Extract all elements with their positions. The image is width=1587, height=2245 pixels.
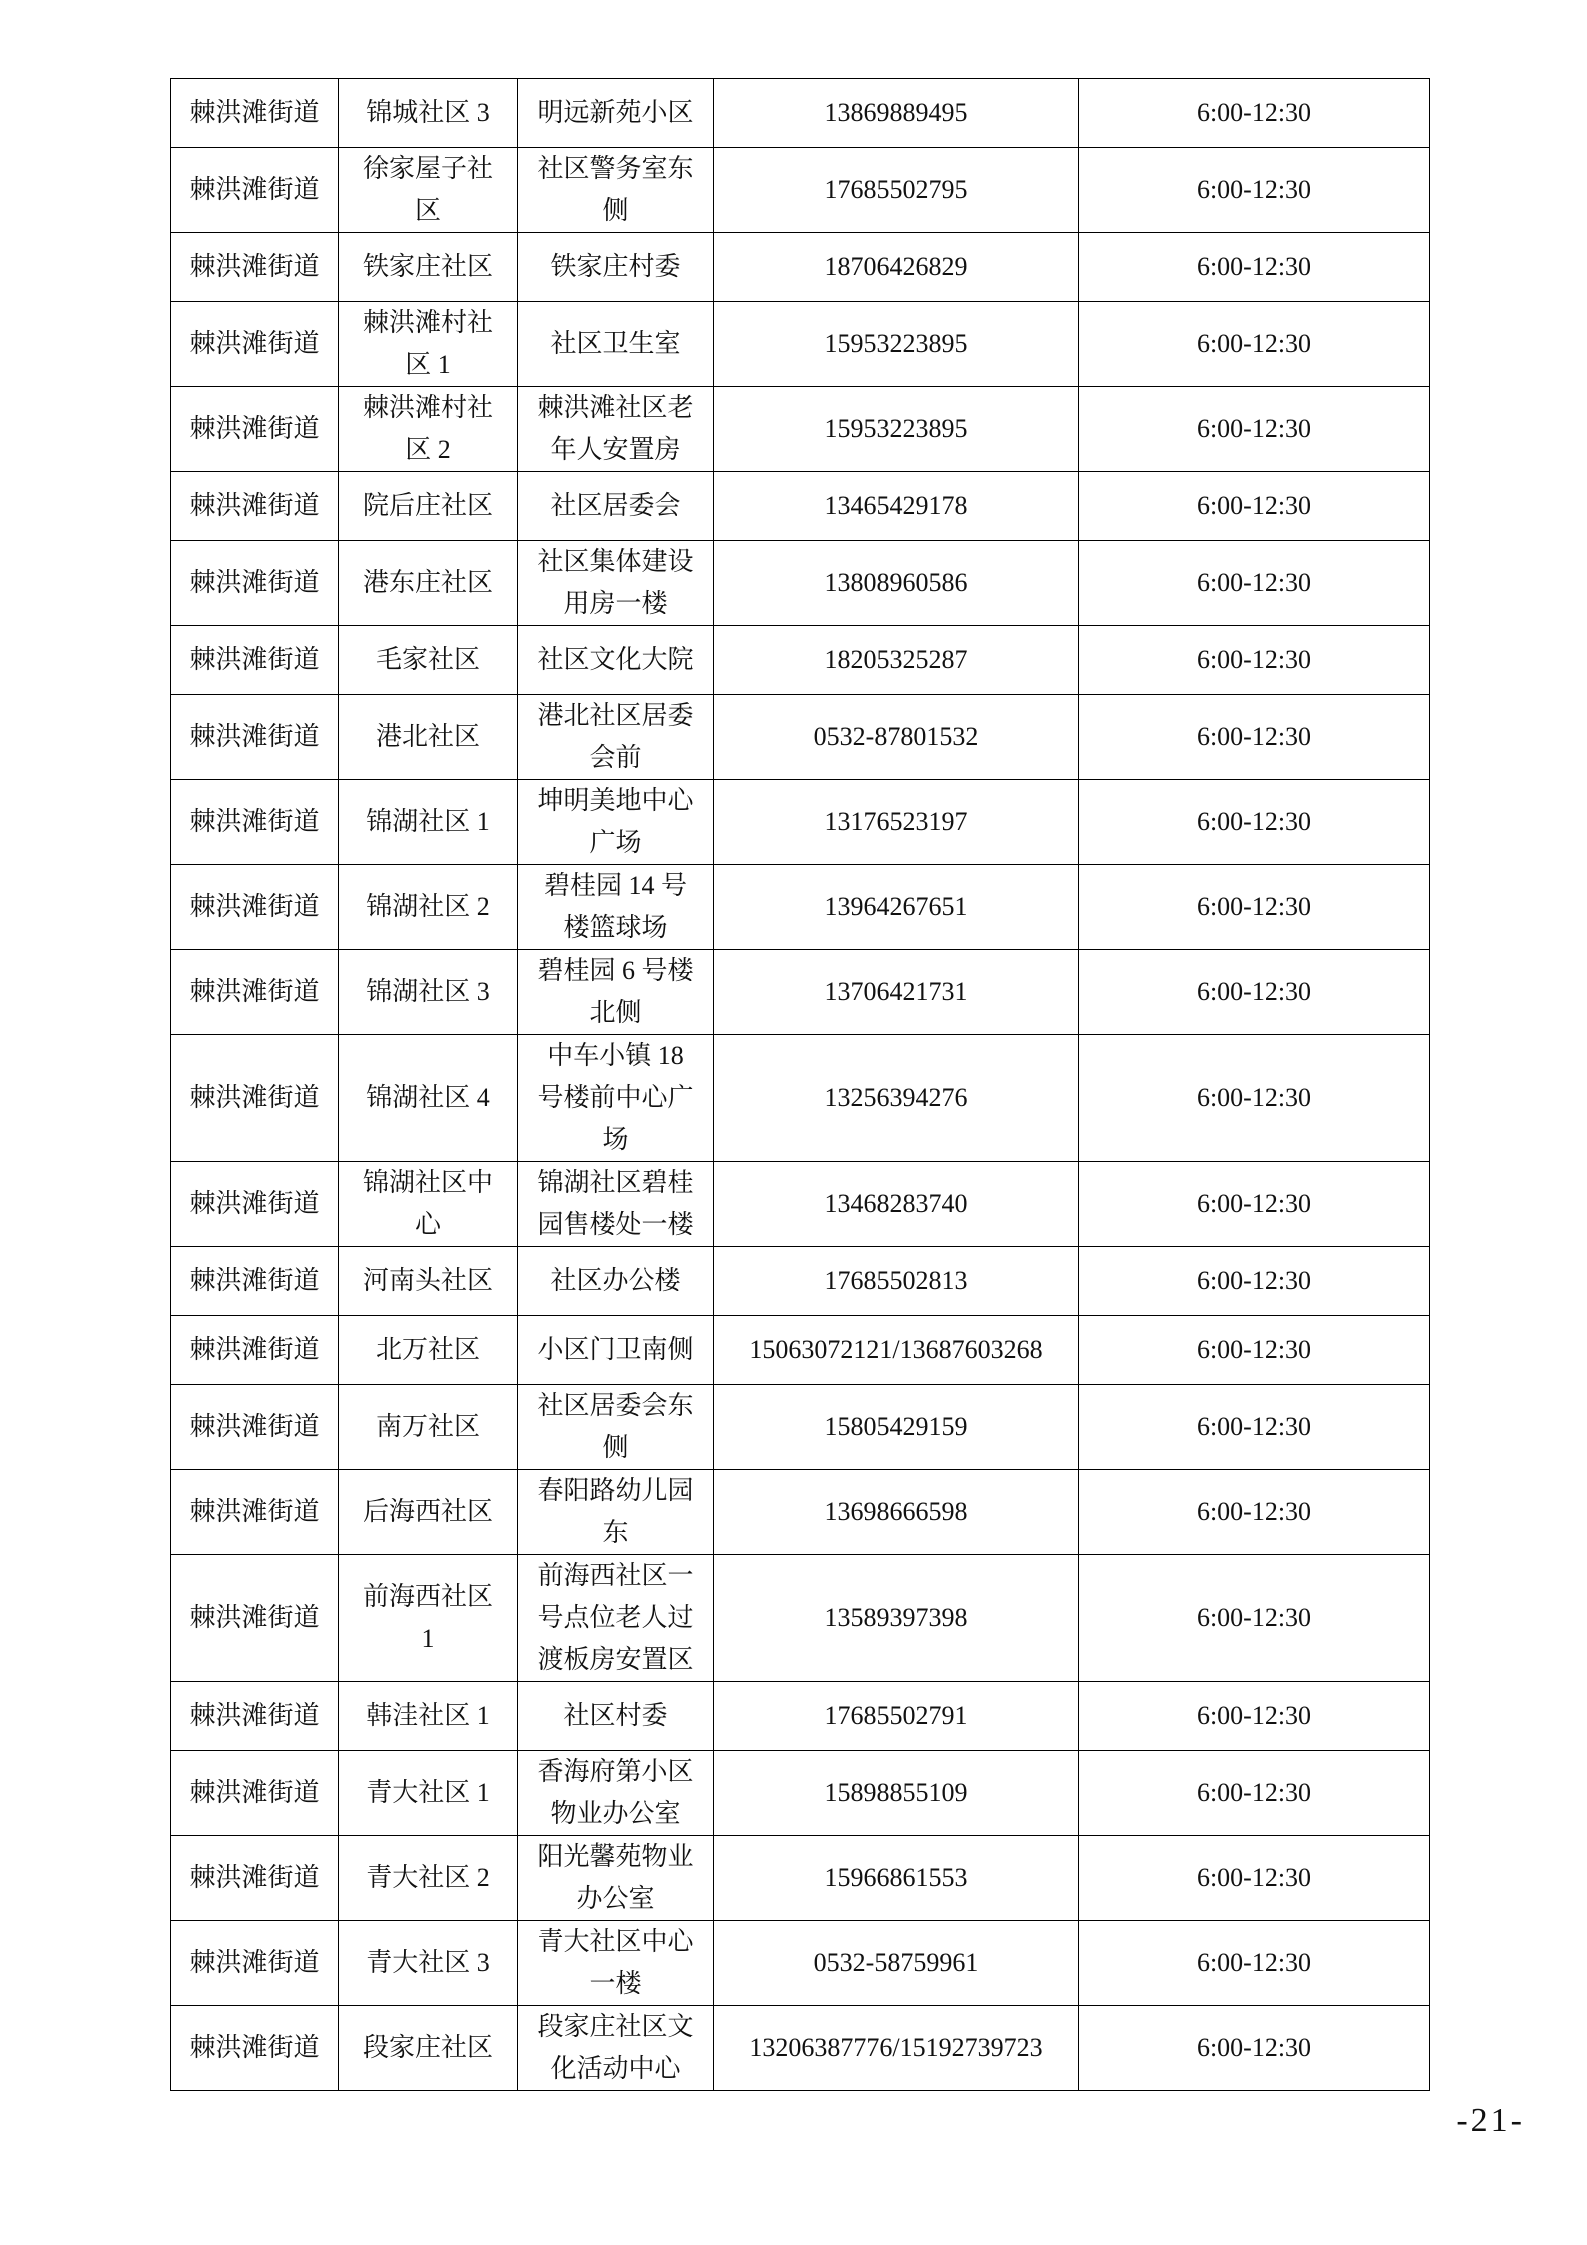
- cell-community-text: 锦城社区 3: [366, 98, 490, 127]
- cell-street: [171, 302, 339, 387]
- cell-hours: [1079, 780, 1430, 865]
- cell-community-text: 锦湖社区 3: [366, 977, 490, 1006]
- cell-hours-text: 6:00-12:30: [1196, 1412, 1312, 1441]
- cell-location: [518, 1555, 714, 1682]
- cell-location-text: 社区村委: [563, 1701, 668, 1730]
- cell-hours: [1079, 1035, 1430, 1162]
- cell-community: [339, 1682, 518, 1751]
- cell-phone: [714, 233, 1079, 302]
- cell-location: [518, 1470, 714, 1555]
- cell-street-text: 棘洪滩街道: [189, 1863, 320, 1892]
- cell-hours: [1079, 387, 1430, 472]
- cell-hours-text: 6:00-12:30: [1196, 1266, 1312, 1295]
- cell-location-text: 青大社区中心一楼: [537, 1927, 694, 1998]
- cell-location-text: 小区门卫南侧: [537, 1335, 694, 1364]
- cell-community-text: 院后庄社区: [362, 491, 493, 520]
- cell-phone: [714, 541, 1079, 626]
- cell-street: [171, 1836, 339, 1921]
- cell-hours-text: 6:00-12:30: [1196, 977, 1312, 1006]
- cell-phone-text: 0532-87801532: [813, 722, 979, 751]
- cell-location: [518, 1836, 714, 1921]
- cell-street: [171, 1035, 339, 1162]
- cell-hours-text: 6:00-12:30: [1196, 2033, 1312, 2062]
- cell-location: [518, 2006, 714, 2091]
- cell-location: [518, 1682, 714, 1751]
- cell-street-text: 棘洪滩街道: [189, 2033, 320, 2062]
- cell-community: [339, 472, 518, 541]
- cell-phone: [714, 950, 1079, 1035]
- cell-location: [518, 865, 714, 950]
- cell-community: [339, 1751, 518, 1836]
- cell-phone: [714, 1316, 1079, 1385]
- schedule-table: [170, 78, 1430, 2091]
- cell-phone-text: 13808960586: [824, 568, 968, 597]
- cell-phone: [714, 2006, 1079, 2091]
- cell-community-text: 青大社区 2: [366, 1863, 490, 1892]
- cell-community-text: 棘洪滩村社区 1: [362, 308, 493, 379]
- cell-community-text: 毛家社区: [375, 645, 480, 674]
- cell-street-text: 棘洪滩街道: [189, 414, 320, 443]
- cell-phone-text: 13256394276: [824, 1083, 968, 1112]
- table-row: [171, 541, 1430, 626]
- cell-phone: [714, 1247, 1079, 1316]
- cell-hours: [1079, 302, 1430, 387]
- table-row: [171, 695, 1430, 780]
- cell-location-text: 碧桂园 6 号楼北侧: [537, 956, 694, 1027]
- cell-phone: [714, 302, 1079, 387]
- cell-community: [339, 387, 518, 472]
- cell-street-text: 棘洪滩街道: [189, 568, 320, 597]
- cell-phone: [714, 148, 1079, 233]
- cell-phone: [714, 1385, 1079, 1470]
- cell-hours-text: 6:00-12:30: [1196, 1603, 1312, 1632]
- cell-location: [518, 1316, 714, 1385]
- cell-location-text: 棘洪滩社区老年人安置房: [537, 393, 694, 464]
- table-row: [171, 626, 1430, 695]
- cell-street-text: 棘洪滩街道: [189, 252, 320, 281]
- cell-hours-text: 6:00-12:30: [1196, 892, 1312, 921]
- cell-phone: [714, 865, 1079, 950]
- cell-phone: [714, 472, 1079, 541]
- cell-street: [171, 780, 339, 865]
- cell-hours-text: 6:00-12:30: [1196, 1335, 1312, 1364]
- cell-street: [171, 148, 339, 233]
- cell-location: [518, 1247, 714, 1316]
- table-row: [171, 148, 1430, 233]
- cell-phone: [714, 780, 1079, 865]
- cell-hours: [1079, 1470, 1430, 1555]
- cell-phone-text: 13869889495: [824, 98, 968, 127]
- cell-hours-text: 6:00-12:30: [1196, 1497, 1312, 1526]
- cell-hours-text: 6:00-12:30: [1196, 1778, 1312, 1807]
- cell-community-text: 锦湖社区 1: [366, 807, 490, 836]
- cell-phone: [714, 626, 1079, 695]
- cell-location: [518, 695, 714, 780]
- cell-location-text: 中车小镇 18 号楼前中心广场: [537, 1041, 694, 1154]
- cell-hours: [1079, 541, 1430, 626]
- cell-location-text: 铁家庄村委: [550, 252, 681, 281]
- cell-phone-text: 13468283740: [824, 1189, 968, 1218]
- cell-hours-text: 6:00-12:30: [1196, 1189, 1312, 1218]
- cell-community-text: 青大社区 3: [366, 1948, 490, 1977]
- cell-hours: [1079, 1555, 1430, 1682]
- cell-phone: [714, 79, 1079, 148]
- cell-location-text: 香海府第小区物业办公室: [537, 1757, 694, 1828]
- cell-hours: [1079, 1751, 1430, 1836]
- cell-hours: [1079, 2006, 1430, 2091]
- cell-phone-text: 13589397398: [824, 1603, 968, 1632]
- cell-phone-text: 13706421731: [824, 977, 968, 1006]
- cell-location: [518, 387, 714, 472]
- cell-street-text: 棘洪滩街道: [189, 329, 320, 358]
- table-row: [171, 387, 1430, 472]
- cell-phone: [714, 387, 1079, 472]
- cell-community-text: 韩洼社区 1: [366, 1701, 490, 1730]
- cell-street: [171, 950, 339, 1035]
- table-row: [171, 1682, 1430, 1751]
- cell-street-text: 棘洪滩街道: [189, 722, 320, 751]
- cell-community-text: 港东庄社区: [362, 568, 493, 597]
- cell-hours-text: 6:00-12:30: [1196, 807, 1312, 836]
- cell-hours: [1079, 1385, 1430, 1470]
- cell-street-text: 棘洪滩街道: [189, 1701, 320, 1730]
- table-row: [171, 1162, 1430, 1247]
- cell-phone: [714, 1836, 1079, 1921]
- cell-street-text: 棘洪滩街道: [189, 1412, 320, 1441]
- cell-location-text: 港北社区居委会前: [537, 701, 694, 772]
- cell-community: [339, 1921, 518, 2006]
- cell-street: [171, 626, 339, 695]
- cell-location-text: 社区居委会: [550, 491, 681, 520]
- cell-hours-text: 6:00-12:30: [1196, 1701, 1312, 1730]
- cell-hours: [1079, 1682, 1430, 1751]
- cell-community: [339, 541, 518, 626]
- cell-location-text: 段家庄社区文化活动中心: [537, 2012, 694, 2083]
- cell-community-text: 前海西社区 1: [362, 1582, 493, 1653]
- cell-community-text: 后海西社区: [362, 1497, 493, 1526]
- cell-phone-text: 0532-58759961: [813, 1948, 979, 1977]
- cell-phone: [714, 1470, 1079, 1555]
- cell-community: [339, 1162, 518, 1247]
- cell-street: [171, 865, 339, 950]
- cell-hours: [1079, 695, 1430, 780]
- cell-phone-text: 17685502795: [824, 175, 968, 204]
- cell-street: [171, 1470, 339, 1555]
- cell-phone-text: 13206387776/15192739723: [749, 2033, 1043, 2062]
- table-row: [171, 79, 1430, 148]
- cell-hours-text: 6:00-12:30: [1196, 1863, 1312, 1892]
- cell-phone-text: 15953223895: [824, 414, 968, 443]
- cell-community-text: 段家庄社区: [362, 2033, 493, 2062]
- cell-hours: [1079, 865, 1430, 950]
- table-row: [171, 1555, 1430, 1682]
- cell-hours: [1079, 1162, 1430, 1247]
- cell-community: [339, 626, 518, 695]
- cell-community: [339, 1385, 518, 1470]
- cell-phone-text: 15966861553: [824, 1863, 968, 1892]
- cell-community: [339, 780, 518, 865]
- cell-hours-text: 6:00-12:30: [1196, 1083, 1312, 1112]
- cell-community: [339, 233, 518, 302]
- cell-street-text: 棘洪滩街道: [189, 491, 320, 520]
- cell-community: [339, 1836, 518, 1921]
- cell-location: [518, 780, 714, 865]
- cell-phone-text: 13964267651: [824, 892, 968, 921]
- cell-phone-text: 13176523197: [824, 807, 968, 836]
- cell-phone-text: 13465429178: [824, 491, 968, 520]
- cell-location: [518, 1162, 714, 1247]
- cell-phone: [714, 1162, 1079, 1247]
- cell-location-text: 坤明美地中心广场: [537, 786, 694, 857]
- cell-location-text: 明远新苑小区: [537, 98, 694, 127]
- cell-phone-text: 18706426829: [824, 252, 968, 281]
- table-row: [171, 780, 1430, 865]
- cell-community: [339, 2006, 518, 2091]
- cell-phone: [714, 1921, 1079, 2006]
- cell-location-text: 前海西社区一号点位老人过渡板房安置区: [537, 1561, 694, 1674]
- cell-hours-text: 6:00-12:30: [1196, 1948, 1312, 1977]
- cell-location: [518, 472, 714, 541]
- cell-street-text: 棘洪滩街道: [189, 977, 320, 1006]
- cell-community-text: 锦湖社区中心: [362, 1168, 493, 1239]
- cell-phone-text: 17685502813: [824, 1266, 968, 1295]
- cell-street-text: 棘洪滩街道: [189, 175, 320, 204]
- cell-community: [339, 865, 518, 950]
- cell-street-text: 棘洪滩街道: [189, 645, 320, 674]
- cell-location: [518, 302, 714, 387]
- cell-location: [518, 79, 714, 148]
- cell-location-text: 社区办公楼: [550, 1266, 681, 1295]
- cell-hours-text: 6:00-12:30: [1196, 329, 1312, 358]
- cell-community: [339, 1035, 518, 1162]
- cell-street: [171, 1162, 339, 1247]
- cell-street-text: 棘洪滩街道: [189, 1948, 320, 1977]
- cell-street-text: 棘洪滩街道: [189, 1189, 320, 1218]
- cell-phone: [714, 1555, 1079, 1682]
- schedule-table-body: [171, 79, 1430, 2091]
- cell-street: [171, 387, 339, 472]
- cell-street: [171, 2006, 339, 2091]
- cell-hours-text: 6:00-12:30: [1196, 491, 1312, 520]
- cell-street-text: 棘洪滩街道: [189, 1083, 320, 1112]
- cell-phone: [714, 1751, 1079, 1836]
- cell-street: [171, 1316, 339, 1385]
- cell-community-text: 河南头社区: [362, 1266, 493, 1295]
- cell-location-text: 锦湖社区碧桂园售楼处一楼: [537, 1168, 694, 1239]
- table-row: [171, 1247, 1430, 1316]
- cell-location: [518, 1385, 714, 1470]
- cell-hours: [1079, 1836, 1430, 1921]
- cell-street: [171, 79, 339, 148]
- cell-community-text: 铁家庄社区: [362, 252, 493, 281]
- cell-hours: [1079, 950, 1430, 1035]
- table-row: [171, 1035, 1430, 1162]
- cell-phone-text: 15063072121/13687603268: [749, 1335, 1043, 1364]
- cell-street: [171, 1555, 339, 1682]
- cell-phone-text: 18205325287: [824, 645, 968, 674]
- cell-location-text: 社区文化大院: [537, 645, 694, 674]
- cell-community-text: 锦湖社区 4: [366, 1083, 490, 1112]
- cell-community-text: 港北社区: [375, 722, 480, 751]
- cell-location: [518, 950, 714, 1035]
- cell-location: [518, 541, 714, 626]
- table-row: [171, 950, 1430, 1035]
- cell-street: [171, 1385, 339, 1470]
- table-row: [171, 1921, 1430, 2006]
- cell-location-text: 阳光馨苑物业办公室: [537, 1842, 694, 1913]
- cell-hours-text: 6:00-12:30: [1196, 568, 1312, 597]
- cell-community-text: 徐家屋子社区: [362, 154, 493, 225]
- cell-phone-text: 15953223895: [824, 329, 968, 358]
- cell-location-text: 社区居委会东侧: [537, 1391, 694, 1462]
- cell-community-text: 青大社区 1: [366, 1778, 490, 1807]
- cell-hours-text: 6:00-12:30: [1196, 252, 1312, 281]
- cell-hours: [1079, 472, 1430, 541]
- cell-location: [518, 1035, 714, 1162]
- cell-street: [171, 541, 339, 626]
- cell-street: [171, 233, 339, 302]
- cell-community-text: 锦湖社区 2: [366, 892, 490, 921]
- cell-street-text: 棘洪滩街道: [189, 1778, 320, 1807]
- cell-community: [339, 1247, 518, 1316]
- cell-phone-text: 13698666598: [824, 1497, 968, 1526]
- cell-hours-text: 6:00-12:30: [1196, 98, 1312, 127]
- table-row: [171, 1836, 1430, 1921]
- cell-location-text: 碧桂园 14 号楼篮球场: [543, 871, 687, 942]
- cell-phone-text: 15898855109: [824, 1778, 968, 1807]
- page-number: -21-: [1456, 2102, 1525, 2139]
- cell-phone: [714, 695, 1079, 780]
- cell-community-text: 北万社区: [375, 1335, 480, 1364]
- table-row: [171, 1470, 1430, 1555]
- cell-street-text: 棘洪滩街道: [189, 1266, 320, 1295]
- table-row: [171, 302, 1430, 387]
- cell-location-text: 社区卫生室: [550, 329, 681, 358]
- table-row: [171, 865, 1430, 950]
- cell-hours-text: 6:00-12:30: [1196, 414, 1312, 443]
- cell-street-text: 棘洪滩街道: [189, 807, 320, 836]
- cell-street: [171, 472, 339, 541]
- cell-community-text: 南万社区: [375, 1412, 480, 1441]
- cell-location: [518, 1921, 714, 2006]
- cell-hours: [1079, 148, 1430, 233]
- cell-street-text: 棘洪滩街道: [189, 892, 320, 921]
- cell-hours: [1079, 233, 1430, 302]
- cell-street: [171, 1921, 339, 2006]
- cell-hours-text: 6:00-12:30: [1196, 645, 1312, 674]
- cell-street-text: 棘洪滩街道: [189, 1335, 320, 1364]
- cell-street: [171, 1682, 339, 1751]
- table-row: [171, 2006, 1430, 2091]
- cell-phone-text: 17685502791: [824, 1701, 968, 1730]
- cell-street-text: 棘洪滩街道: [189, 1497, 320, 1526]
- cell-location: [518, 233, 714, 302]
- cell-location-text: 社区警务室东侧: [537, 154, 694, 225]
- cell-location-text: 社区集体建设用房一楼: [537, 547, 694, 618]
- cell-street: [171, 695, 339, 780]
- cell-street: [171, 1247, 339, 1316]
- table-row: [171, 1316, 1430, 1385]
- cell-hours-text: 6:00-12:30: [1196, 175, 1312, 204]
- cell-location: [518, 626, 714, 695]
- cell-phone: [714, 1035, 1079, 1162]
- cell-location: [518, 1751, 714, 1836]
- cell-community: [339, 1316, 518, 1385]
- cell-community-text: 棘洪滩村社区 2: [362, 393, 493, 464]
- cell-phone: [714, 1682, 1079, 1751]
- cell-location-text: 春阳路幼儿园东: [537, 1476, 694, 1547]
- cell-hours-text: 6:00-12:30: [1196, 722, 1312, 751]
- cell-hours: [1079, 79, 1430, 148]
- cell-community: [339, 1470, 518, 1555]
- table-row: [171, 1385, 1430, 1470]
- table-row: [171, 472, 1430, 541]
- cell-community: [339, 950, 518, 1035]
- cell-street-text: 棘洪滩街道: [189, 1603, 320, 1632]
- cell-hours: [1079, 1316, 1430, 1385]
- cell-community: [339, 148, 518, 233]
- cell-location: [518, 148, 714, 233]
- cell-community: [339, 302, 518, 387]
- cell-community: [339, 1555, 518, 1682]
- cell-hours: [1079, 1247, 1430, 1316]
- cell-street: [171, 1751, 339, 1836]
- cell-hours: [1079, 1921, 1430, 2006]
- cell-hours: [1079, 626, 1430, 695]
- cell-phone-text: 15805429159: [824, 1412, 968, 1441]
- cell-community: [339, 695, 518, 780]
- cell-street-text: 棘洪滩街道: [189, 98, 320, 127]
- table-row: [171, 1751, 1430, 1836]
- table-row: [171, 233, 1430, 302]
- cell-community: [339, 79, 518, 148]
